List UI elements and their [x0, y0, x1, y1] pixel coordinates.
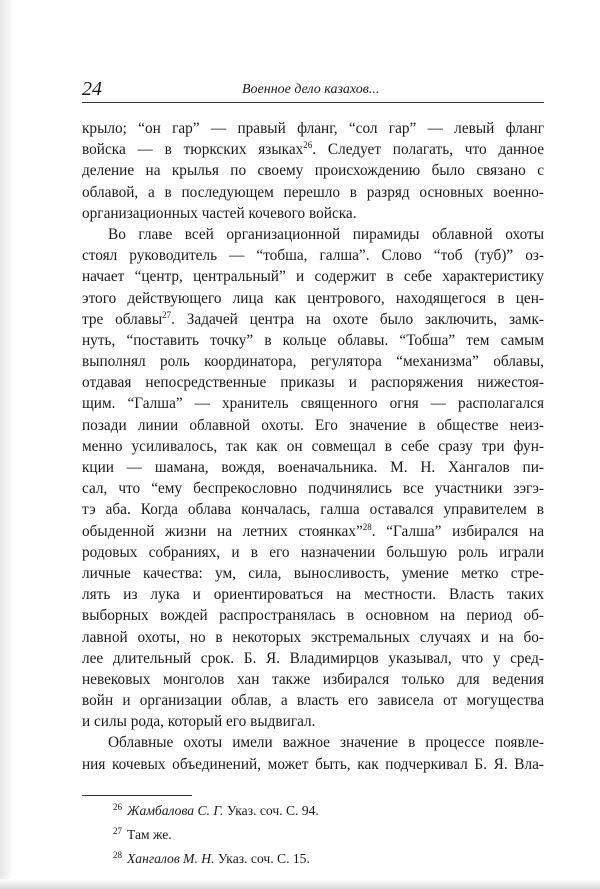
text-line [82, 605, 544, 626]
footnote [113, 845, 543, 869]
running-head: Военное дело казахов... [242, 82, 380, 97]
text-line-continuation: . “Галша” избирался на [371, 522, 544, 540]
text-line-content: деление на крылья по своему происхождению было связано с [82, 162, 544, 180]
text-line [82, 499, 544, 520]
text-line [82, 584, 544, 605]
text-line [82, 648, 544, 669]
page-header [82, 76, 544, 103]
text-line [82, 266, 544, 287]
footnotes [113, 797, 543, 869]
text-line [82, 245, 544, 266]
text-line-content: кции — шамана, вождя, военачальника. М. Н. Хангалов пи- [82, 459, 544, 476]
text-line-content: обыденной жизни на летних стоянках” [82, 522, 363, 540]
text-line [82, 732, 544, 753]
text-line-content: отдавая непосредственные приказы и распоряжения нижестоя- [82, 374, 544, 392]
text-line-content: этого действующего лица как центрового, находящегося в цен- [82, 289, 544, 307]
text-line [82, 690, 544, 711]
text-line-content: начает “центр, центральный” и содержит в себе характеристику [82, 268, 544, 286]
text-line-content: войска — в тюркских языках [82, 141, 304, 159]
text-line [82, 521, 544, 542]
footnote-author: Жамбалова С. Г. [127, 803, 224, 818]
text-line [82, 372, 544, 393]
text-line-content: сал, что “ему беспрекословно подчинялись все участники зэгэ- [82, 480, 544, 498]
text-line-content: лять из лука и ориентироваться на местности. Власть таких [82, 586, 544, 604]
text-line [82, 415, 544, 436]
text-line [82, 542, 544, 563]
page-bottom-shadow [0, 879, 600, 889]
text-line [82, 139, 544, 160]
text-line-content: войн и организации облав, а власть его зависела от могущества [82, 692, 544, 710]
text-line [82, 224, 544, 245]
text-line-content: облавой, а в последующем перешло в разряд основных военно- [82, 183, 544, 201]
text-line [82, 457, 544, 478]
text-line-content: ния кочевых объединений, может быть, как подчеркивал Б. Я. Вла- [82, 755, 544, 773]
text-line [82, 754, 544, 775]
text-line-content: выборных вождей распространялась в основном на период об- [82, 607, 544, 625]
text-line-content: щим. “Галша” — хранитель священного огня — располагался [82, 395, 544, 413]
footnote-number: 28 [113, 850, 122, 860]
text-line [82, 351, 544, 372]
footnote-marker: 28 [362, 521, 372, 532]
text-line-content: лавной охоты, но в некоторых экстремальных случаях и на бо- [82, 628, 544, 646]
text-line [82, 309, 544, 330]
footnote-reference: Указ. соч. С. 94. [223, 803, 319, 818]
text-line-content: лее длительный срок. Б. Я. Владимирцов указывал, что у сред- [82, 649, 544, 667]
body-text [82, 118, 544, 775]
text-line-content: тре облавы [82, 310, 163, 328]
text-line [82, 669, 544, 690]
text-line-content: крыло; “он гар” — правый фланг, “сол гар” — левый фланг [82, 120, 544, 137]
text-line [82, 478, 544, 499]
text-line [82, 627, 544, 648]
text-line-content: нуть, “поставить точку” в кольце облавы. “Тобша” тем самым [82, 331, 544, 349]
text-line [82, 563, 544, 584]
text-line-content: выполнял роль координатора, регулятора “механизма” облавы, [82, 353, 544, 371]
text-line [82, 436, 544, 457]
text-line-continuation: . Задачей центра на охоте было заключить, замк- [171, 310, 544, 328]
text-line-content: стоял руководитель — “тобша, галша”. Слово “тоб (туб)” оз- [82, 247, 544, 265]
text-line [82, 182, 544, 203]
text-line-content: тэ аба. Когда облава кончалась, галша оставался управителем в [82, 501, 544, 519]
page-gutter-shadow [0, 0, 14, 889]
text-line [82, 393, 544, 414]
text-line-continuation: . Следует полагать, что данное [312, 141, 544, 159]
footnote-number: 26 [113, 802, 122, 812]
text-line-content: позади линии облавной охоты. Его значение в обществе неиз- [82, 416, 544, 434]
text-line [82, 160, 544, 181]
text-line-content: невековых монголов хан также избирался только для ведения [82, 670, 544, 688]
footnote-reference: Указ. соч. С. 15. [214, 851, 310, 866]
footnote-marker: 26 [303, 140, 313, 151]
text-line-content: и силы рода, который его выдвигал. [82, 713, 316, 731]
text-line [82, 118, 544, 139]
footnote-number: 27 [113, 826, 122, 836]
footnote-reference: Там же. [127, 827, 172, 842]
text-line [82, 330, 544, 351]
text-line [82, 288, 544, 309]
text-line [82, 711, 544, 732]
text-line-content: родовых собраниях, и в его назначении большую роль играли [82, 543, 544, 561]
footnote-divider [82, 795, 192, 796]
footnote-author: Хангалов М. Н. [127, 851, 215, 866]
text-line-content: личные качества: ум, сила, выносливость, умение метко стре- [82, 564, 544, 582]
text-line [82, 203, 544, 224]
footnote [113, 797, 543, 821]
text-line-content: Во главе всей организационной пирамиды облавной охоты [108, 225, 544, 243]
footnote-marker: 27 [162, 309, 172, 320]
text-line-content: Облавные охоты имели важное значение в процессе появле- [108, 734, 544, 752]
page-number: 24 [82, 78, 102, 100]
text-line-content: организационных частей кочевого войска. [82, 204, 357, 222]
text-line-content: менно усиливалось, так как он совмещал в себе сразу три фун- [82, 437, 544, 455]
footnote [113, 821, 543, 845]
